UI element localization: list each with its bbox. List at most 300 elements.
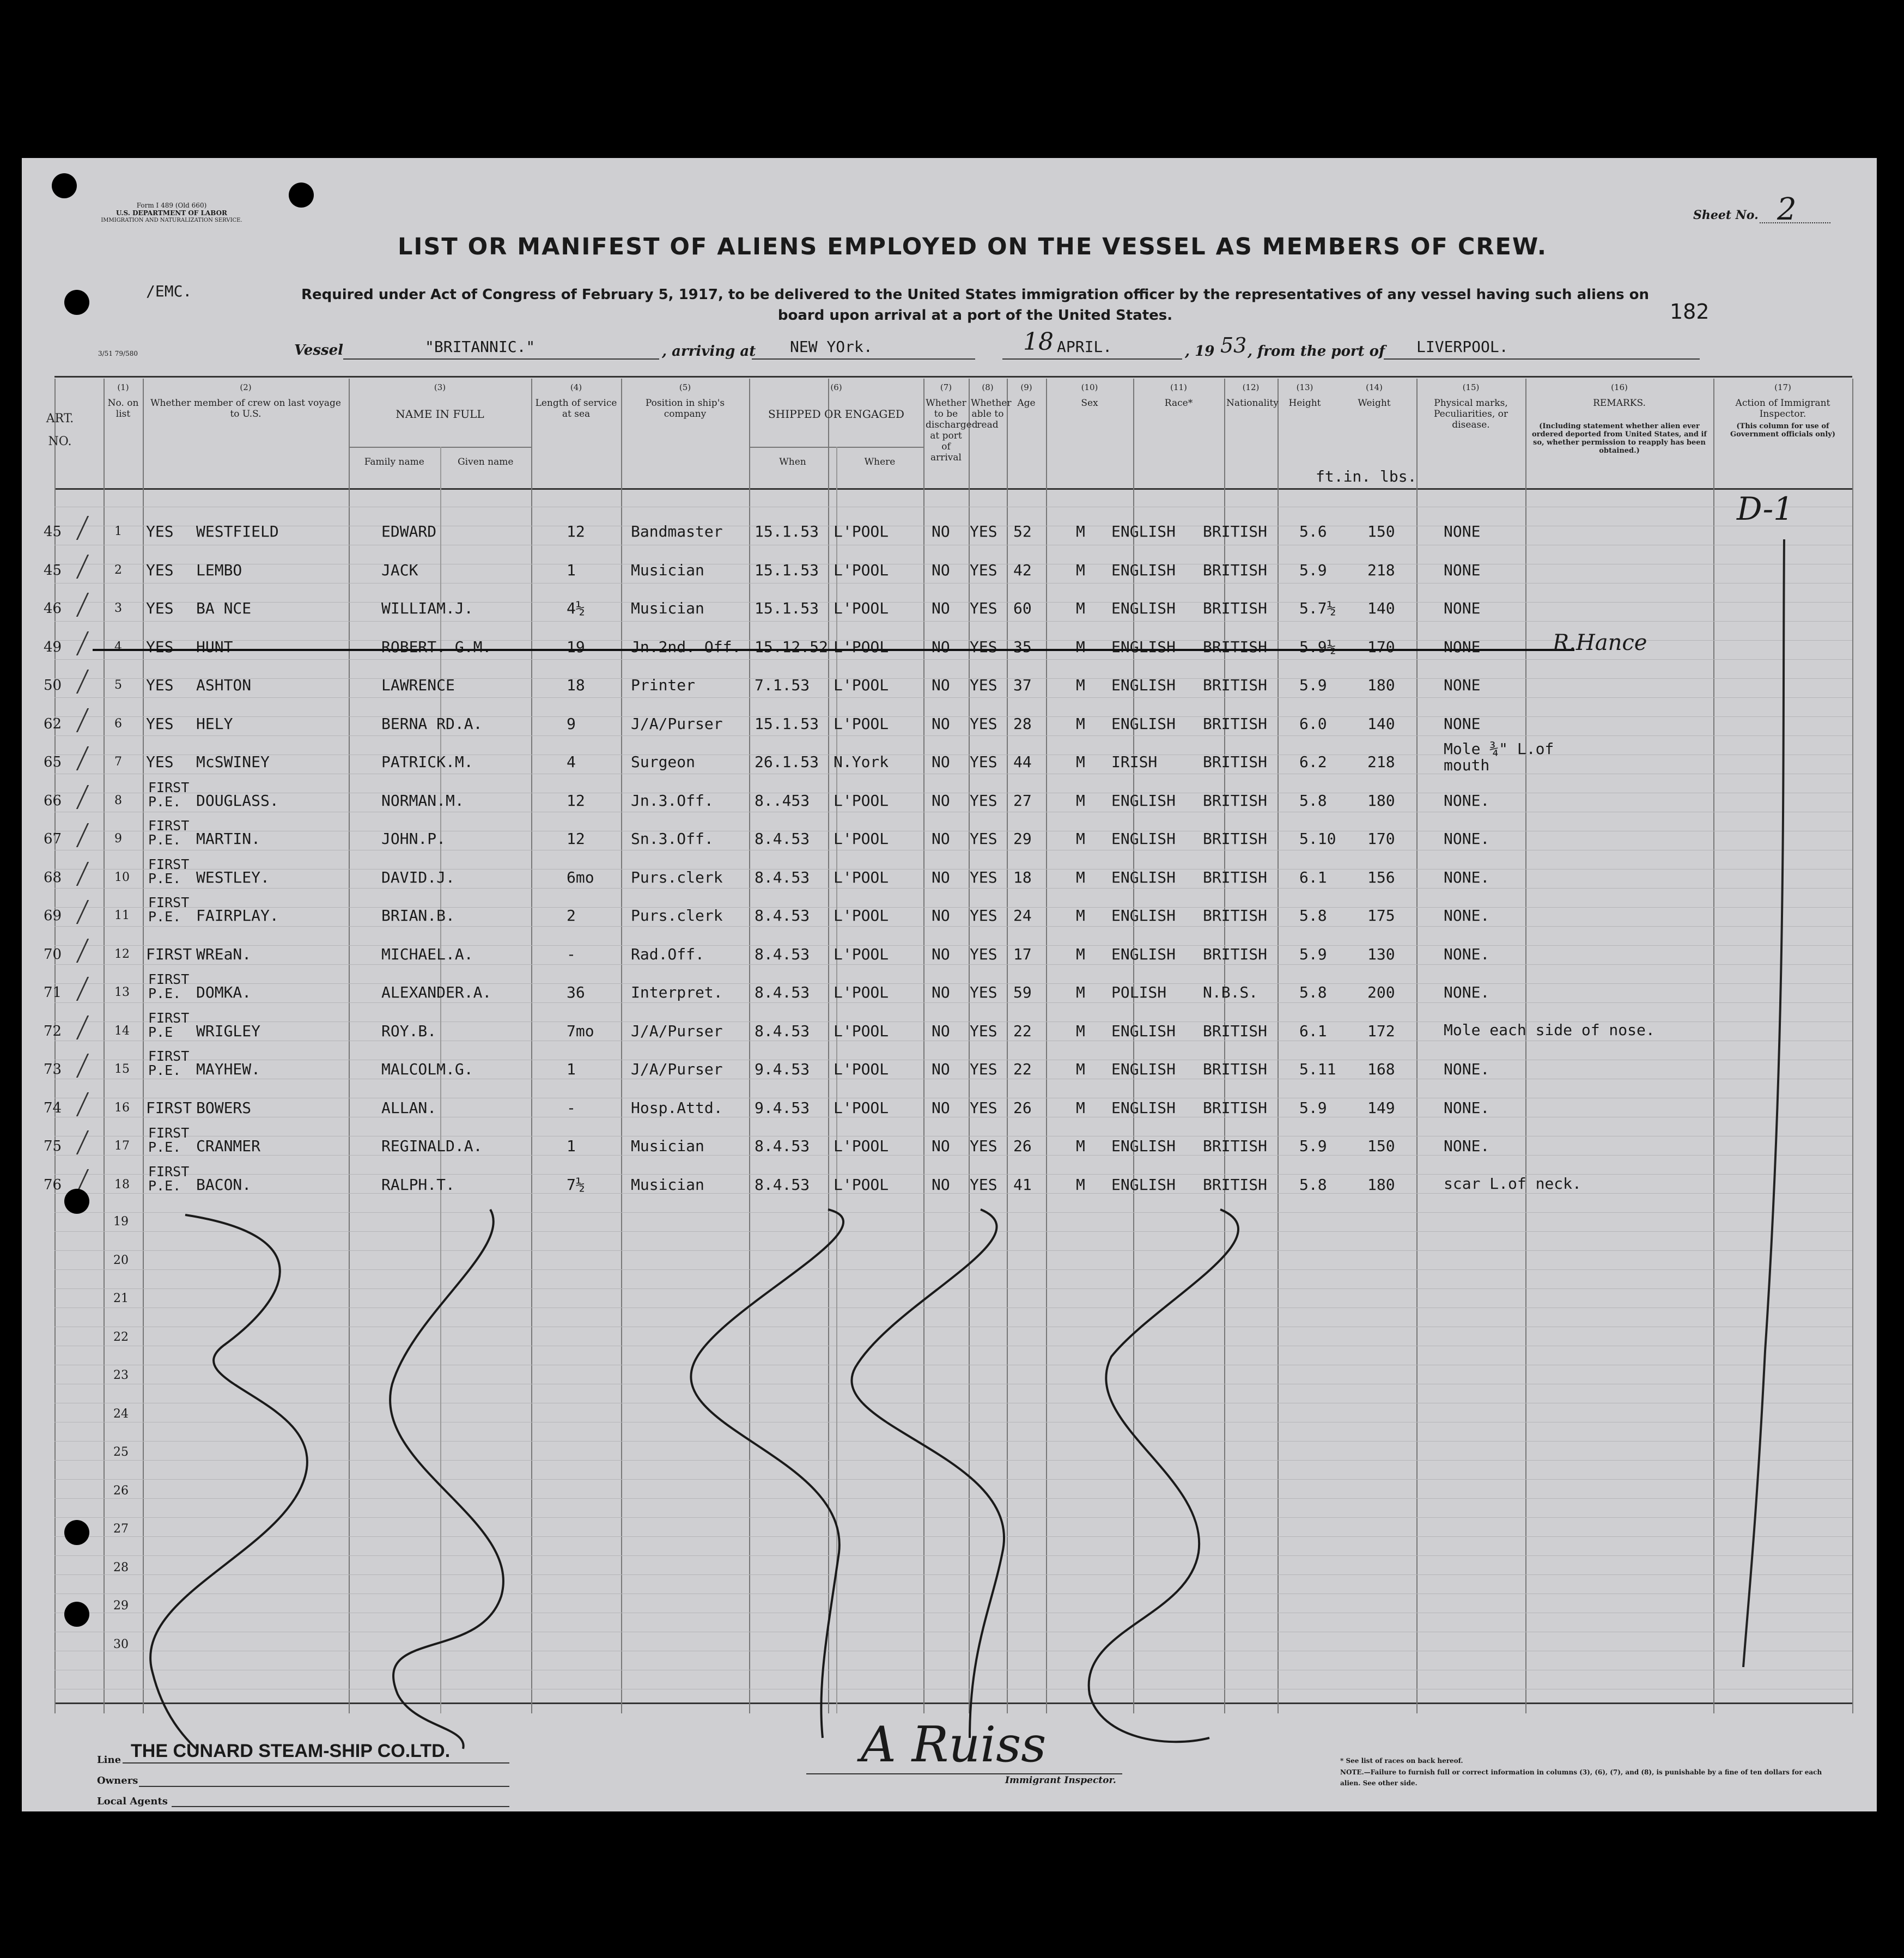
weight: 150 <box>1367 1137 1395 1155</box>
ship-position: J/A/Purser <box>631 1060 723 1078</box>
crew-last-voyage: FIRST P.E <box>148 1010 190 1040</box>
line-underline <box>123 1762 509 1764</box>
given-name: JOHN.P. <box>381 830 446 848</box>
ship-position: Musician <box>631 599 704 617</box>
given-name: MICHAEL.A. <box>381 945 473 963</box>
binder-hole-1 <box>52 173 77 198</box>
discharged: NO <box>932 561 950 579</box>
weight: 200 <box>1367 983 1395 1001</box>
ship-position: J/A/Purser <box>631 1021 723 1040</box>
manifest-sheet <box>22 158 1877 1811</box>
empty-row-number: 26 <box>113 1483 129 1498</box>
family-name: WESTLEY. <box>196 868 270 886</box>
crew-last-voyage: FIRST P.E. <box>148 971 190 1001</box>
service-length: 1 <box>567 1060 576 1078</box>
shipped-where: N.York <box>834 753 889 771</box>
ship-position: Interpret. <box>631 983 723 1001</box>
family-name: WESTFIELD <box>196 522 279 540</box>
empty-row-number: 21 <box>113 1292 129 1305</box>
weight: 140 <box>1367 714 1395 733</box>
column-sublabel: Family name <box>364 457 424 467</box>
height: 5.9 <box>1299 676 1327 694</box>
shipped-when: 8.4.53 <box>755 907 810 925</box>
age: 27 <box>1013 791 1032 810</box>
service-length: 1 <box>567 561 576 579</box>
age: 17 <box>1013 945 1032 963</box>
age: 28 <box>1013 714 1032 733</box>
crew-last-voyage: YES <box>146 599 174 617</box>
from-port: LIVERPOOL. <box>1416 338 1508 356</box>
ship-position: Sn.3.Off. <box>631 830 714 848</box>
nationality: BRITISH <box>1203 868 1268 886</box>
column-number: (15) <box>1462 382 1480 392</box>
weight: 156 <box>1367 868 1395 886</box>
height: 6.1 <box>1299 1021 1327 1040</box>
age: 60 <box>1013 599 1032 617</box>
nationality: BRITISH <box>1203 791 1268 810</box>
sex: M <box>1076 1098 1085 1117</box>
column-label: Action of Immigrant Inspector. <box>1735 398 1830 419</box>
discharged: NO <box>932 676 950 694</box>
sex: M <box>1076 714 1085 733</box>
age: 52 <box>1013 522 1032 540</box>
year-suffix: 53 <box>1220 333 1247 357</box>
discharged: NO <box>932 830 950 848</box>
given-name: RALPH.T. <box>381 1175 455 1194</box>
physical-marks: NONE. <box>1444 868 1490 886</box>
year-prefix: , 19 <box>1185 343 1215 360</box>
physical-marks: NONE. <box>1444 945 1490 963</box>
shipped-when: 8.4.53 <box>755 868 810 886</box>
art-number: 70 <box>44 946 62 963</box>
race: IRISH <box>1111 753 1158 771</box>
height: 6.0 <box>1299 714 1327 733</box>
able-to-read: YES <box>970 1021 997 1040</box>
crew-last-voyage: FIRST <box>146 1098 192 1117</box>
art-number: 45 <box>44 524 62 540</box>
column-label: Nationality <box>1226 398 1279 409</box>
inspector-signature: A Ruiss <box>861 1716 1047 1773</box>
art-no-label: ART. NO. <box>46 412 74 448</box>
shipped-where: L'POOL <box>834 983 889 1001</box>
shipped-where: L'POOL <box>834 522 889 540</box>
crew-last-voyage: FIRST P.E. <box>148 1163 190 1194</box>
art-number: 46 <box>44 600 62 617</box>
sex: M <box>1076 1060 1085 1078</box>
list-number: 4 <box>114 640 122 654</box>
service-length: 12 <box>567 791 585 810</box>
column-number: (14) <box>1366 382 1383 392</box>
ship-position: Printer <box>631 676 696 694</box>
shipped-when: 15.1.53 <box>755 714 819 733</box>
form-id: Form I 489 (Old 660) <box>136 202 207 209</box>
column-label: Position in ship's company <box>645 398 725 419</box>
family-name: BACON. <box>196 1175 252 1194</box>
column-label: Whether able to read <box>971 398 1012 430</box>
given-name: JACK <box>381 561 418 579</box>
family-name: MAYHEW. <box>196 1060 261 1078</box>
able-to-read: YES <box>970 714 997 733</box>
weight: 170 <box>1367 637 1395 656</box>
service-length: 1 <box>567 1137 576 1155</box>
code-small: 3/51 79/580 <box>98 350 138 357</box>
race: ENGLISH <box>1111 637 1176 656</box>
list-number: 10 <box>114 870 130 884</box>
able-to-read: YES <box>970 945 997 963</box>
nationality: BRITISH <box>1203 907 1268 925</box>
service-length: 7mo <box>567 1021 594 1040</box>
service-length: 6mo <box>567 868 594 886</box>
physical-marks: NONE. <box>1444 1137 1490 1155</box>
physical-marks: NONE <box>1444 522 1481 540</box>
able-to-read: YES <box>970 561 997 579</box>
column-label: No. on list <box>107 398 139 419</box>
column-label: NAME IN FULL <box>396 408 484 421</box>
vessel-name: "BRITANNIC." <box>425 338 536 356</box>
race: ENGLISH <box>1111 1021 1176 1040</box>
date-month: APRIL. <box>1057 338 1112 356</box>
family-name: BA NCE <box>196 599 252 617</box>
physical-marks: NONE. <box>1444 1060 1490 1078</box>
list-number: 3 <box>114 601 122 615</box>
nationality: BRITISH <box>1203 599 1268 617</box>
sheet-number: 2 <box>1777 192 1797 227</box>
able-to-read: YES <box>970 1175 997 1194</box>
sex: M <box>1076 561 1085 579</box>
age: 37 <box>1013 676 1032 694</box>
race: ENGLISH <box>1111 599 1176 617</box>
race: ENGLISH <box>1111 522 1176 540</box>
sex: M <box>1076 1175 1085 1194</box>
shipped-where: L'POOL <box>834 1060 889 1078</box>
shipped-where: L'POOL <box>834 945 889 963</box>
vessel-label: Vessel <box>294 342 344 358</box>
list-number: 5 <box>114 678 122 692</box>
service-length: - <box>567 945 576 963</box>
shipped-when: 8.4.53 <box>755 1021 810 1040</box>
service-length: 19 <box>567 637 585 656</box>
column-number: (7) <box>940 382 952 392</box>
art-number: 76 <box>44 1176 62 1193</box>
discharged: NO <box>932 599 950 617</box>
discharged: NO <box>932 1098 950 1117</box>
given-name: BRIAN.B. <box>381 907 455 925</box>
family-name: FAIRPLAY. <box>196 907 279 925</box>
crew-last-voyage: FIRST P.E. <box>148 1048 190 1078</box>
empty-row-number: 25 <box>113 1445 129 1459</box>
physical-marks: NONE. <box>1444 907 1490 925</box>
empty-row-number: 24 <box>113 1407 129 1421</box>
fine-note: NOTE.—Failure to furnish full or correct information in columns (3), (6), (7), and (8), is punishable by a fine of ten dollars for each alien. See other side. <box>1340 1768 1822 1787</box>
service-length: 12 <box>567 830 585 848</box>
column-label: Whether to be discharged at port of arrival <box>926 398 978 463</box>
given-name: DAVID.J. <box>381 868 455 886</box>
able-to-read: YES <box>970 1060 997 1078</box>
shipped-where: L'POOL <box>834 1175 889 1194</box>
age: 18 <box>1013 868 1032 886</box>
age: 42 <box>1013 561 1032 579</box>
height: 5.9 <box>1299 1137 1327 1155</box>
given-name: ROY.B. <box>381 1021 437 1040</box>
given-name: MALCOLM.G. <box>381 1060 473 1078</box>
column-number: (4) <box>570 382 582 392</box>
shipped-when: 15.1.53 <box>755 522 819 540</box>
column-number: (1) <box>117 382 129 392</box>
height: 5.9 <box>1299 945 1327 963</box>
weight: 130 <box>1367 945 1395 963</box>
service-length: 4½ <box>567 599 585 617</box>
weight: 149 <box>1367 1098 1395 1117</box>
shipped-when: 15.1.53 <box>755 561 819 579</box>
given-name: LAWRENCE <box>381 676 455 694</box>
ship-position: Musician <box>631 1137 704 1155</box>
weight: 180 <box>1367 791 1395 810</box>
nationality: BRITISH <box>1203 1137 1268 1155</box>
height: 5.6 <box>1299 522 1327 540</box>
shipped-when: 8.4.53 <box>755 830 810 848</box>
able-to-read: YES <box>970 522 997 540</box>
column-number: (2) <box>240 382 252 392</box>
crew-last-voyage: YES <box>146 522 174 540</box>
sheet-label: Sheet No. <box>1693 208 1759 222</box>
column-number: (16) <box>1611 382 1628 392</box>
height: 5.9 <box>1299 1098 1327 1117</box>
ship-position: Musician <box>631 561 704 579</box>
given-name: REGINALD.A. <box>381 1137 483 1155</box>
height: 5.9½ <box>1299 637 1336 656</box>
art-number: 74 <box>44 1099 62 1116</box>
sex: M <box>1076 868 1085 886</box>
shipped-when: 8.4.53 <box>755 983 810 1001</box>
column-label: Physical marks, Peculiarities, or disease. <box>1434 398 1508 430</box>
discharged: NO <box>932 907 950 925</box>
column-number: (13) <box>1296 382 1313 392</box>
nationality: BRITISH <box>1203 753 1268 771</box>
sex: M <box>1076 522 1085 540</box>
physical-marks: NONE <box>1444 637 1481 656</box>
empty-row-number: 27 <box>113 1522 129 1536</box>
shipped-when: 8.4.53 <box>755 1175 810 1194</box>
page-subtitle: Required under Act of Congress of February 5, 1917, to be delivered to the United States immigration officer by the representatives of any vessel having such aliens on board upon arrival at a port of the United States. <box>301 287 1650 324</box>
art-number: 73 <box>44 1061 62 1078</box>
service-length: - <box>567 1098 576 1117</box>
given-name: ROBERT. G.M. <box>381 637 492 656</box>
art-number: 72 <box>44 1023 62 1039</box>
shipped-where: L'POOL <box>834 561 889 579</box>
given-name: EDWARD <box>381 522 437 540</box>
column-label: Sex <box>1081 398 1098 409</box>
column-label: Race* <box>1164 398 1193 409</box>
column-sublabel: Where <box>864 457 896 467</box>
list-number: 2 <box>114 563 122 577</box>
column-number: (5) <box>679 382 691 392</box>
age: 26 <box>1013 1098 1032 1117</box>
crew-last-voyage: FIRST <box>146 945 192 963</box>
age: 41 <box>1013 1175 1032 1194</box>
physical-marks: NONE. <box>1444 791 1490 810</box>
column-number: (9) <box>1020 382 1032 392</box>
shipped-when: 9.4.53 <box>755 1098 810 1117</box>
family-name: HUNT <box>196 637 233 656</box>
cancel-squiggles <box>22 158 1877 1811</box>
ship-position: J/A/Purser <box>631 714 723 733</box>
age: 26 <box>1013 1137 1032 1155</box>
service-length: 36 <box>567 983 585 1001</box>
agents-underline <box>172 1806 509 1807</box>
sex: M <box>1076 983 1085 1001</box>
column-label: Weight <box>1358 398 1391 409</box>
height: 6.1 <box>1299 868 1327 886</box>
owners-underline <box>139 1786 509 1787</box>
shipped-when: 15.12.52 <box>755 637 828 656</box>
art-number: 71 <box>44 984 62 1001</box>
height: 6.2 <box>1299 753 1327 771</box>
column-sublabel: Given name <box>458 457 514 467</box>
family-name: WREaN. <box>196 945 252 963</box>
column-label: Height <box>1288 398 1321 409</box>
weight: 180 <box>1367 676 1395 694</box>
able-to-read: YES <box>970 983 997 1001</box>
family-name: McSWINEY <box>196 753 270 771</box>
age: 59 <box>1013 983 1032 1001</box>
column-number: (17) <box>1774 382 1791 392</box>
shipped-where: L'POOL <box>834 791 889 810</box>
race: POLISH <box>1111 983 1167 1001</box>
weight: 168 <box>1367 1060 1395 1078</box>
able-to-read: YES <box>970 676 997 694</box>
weight: 175 <box>1367 907 1395 925</box>
crew-last-voyage: YES <box>146 637 174 656</box>
binder-hole-6 <box>64 1602 89 1627</box>
crew-last-voyage: FIRST P.E. <box>148 856 190 886</box>
crew-last-voyage: YES <box>146 561 174 579</box>
service-length: 18 <box>567 676 585 694</box>
column-label: Length of service at sea <box>535 398 617 419</box>
discharged: NO <box>932 1021 950 1040</box>
physical-marks: scar L.of neck. <box>1444 1174 1581 1193</box>
discharged: NO <box>932 868 950 886</box>
able-to-read: YES <box>970 1137 997 1155</box>
list-number: 8 <box>114 793 122 807</box>
service-length: 12 <box>567 522 585 540</box>
empty-row-number: 30 <box>113 1637 129 1651</box>
column-label: SHIPPED OR ENGAGED <box>768 408 904 421</box>
height: 5.11 <box>1299 1060 1336 1078</box>
weight: 170 <box>1367 830 1395 848</box>
shipped-when: 26.1.53 <box>755 753 819 771</box>
crew-last-voyage: YES <box>146 676 174 694</box>
age: 22 <box>1013 1060 1032 1078</box>
empty-row-number: 29 <box>113 1599 129 1613</box>
nationality: BRITISH <box>1203 637 1268 656</box>
race: ENGLISH <box>1111 907 1176 925</box>
race: ENGLISH <box>1111 830 1176 848</box>
shipped-where: L'POOL <box>834 830 889 848</box>
nationality: BRITISH <box>1203 1175 1268 1194</box>
age: 29 <box>1013 830 1032 848</box>
weight: 218 <box>1367 561 1395 579</box>
from-label: , from the port of <box>1248 343 1385 360</box>
ship-position: Jn.3.Off. <box>631 791 714 810</box>
able-to-read: YES <box>970 599 997 617</box>
remark-initials: R.Hance <box>1553 630 1647 655</box>
line-company: THE CUNARD STEAM-SHIP CO.LTD. <box>131 1741 451 1761</box>
empty-row-number: 28 <box>113 1560 129 1574</box>
sex: M <box>1076 599 1085 617</box>
shipped-where: L'POOL <box>834 676 889 694</box>
art-number: 62 <box>44 715 62 732</box>
shipped-when: 7.1.53 <box>755 676 810 694</box>
service: IMMIGRATION AND NATURALIZATION SERVICE. <box>101 217 242 223</box>
race: ENGLISH <box>1111 1098 1176 1117</box>
column-number: (10) <box>1081 382 1098 392</box>
family-name: DOUGLASS. <box>196 791 279 810</box>
weight: 150 <box>1367 522 1395 540</box>
sex: M <box>1076 676 1085 694</box>
inspector-label: Immigrant Inspector. <box>1005 1775 1116 1786</box>
age: 35 <box>1013 637 1032 656</box>
ship-position: Purs.clerk <box>631 907 723 925</box>
sex: M <box>1076 907 1085 925</box>
discharged: NO <box>932 714 950 733</box>
ship-position: Musician <box>631 1175 704 1194</box>
weight: 140 <box>1367 599 1395 617</box>
family-name: CRANMER <box>196 1137 261 1155</box>
art-number: 68 <box>44 869 62 886</box>
empty-row-number: 20 <box>113 1253 129 1267</box>
art-number: 69 <box>44 908 62 924</box>
department: U.S. DEPARTMENT OF LABOR <box>115 209 228 217</box>
binder-hole-4 <box>64 1189 89 1214</box>
family-name: DOMKA. <box>196 983 252 1001</box>
able-to-read: YES <box>970 753 997 771</box>
art-number: 67 <box>44 831 62 847</box>
nationality: BRITISH <box>1203 1021 1268 1040</box>
sex: M <box>1076 1021 1085 1040</box>
height: 5.8 <box>1299 983 1327 1001</box>
discharged: NO <box>932 637 950 656</box>
family-name: ASHTON <box>196 676 252 694</box>
code-left: /EMC. <box>146 282 192 300</box>
service-length: 9 <box>567 714 576 733</box>
column-label: REMARKS. <box>1593 398 1646 409</box>
shipped-when: 8.4.53 <box>755 945 810 963</box>
physical-marks: Mole ¾" L.of mouth <box>1444 740 1554 774</box>
art-number: 65 <box>44 754 62 770</box>
family-name: HELY <box>196 714 233 733</box>
agents-label: Local Agents <box>97 1796 168 1807</box>
shipped-where: L'POOL <box>834 1098 889 1117</box>
race: ENGLISH <box>1111 561 1176 579</box>
shipped-where: L'POOL <box>834 1137 889 1155</box>
date-day: 18 <box>1023 328 1054 356</box>
crew-last-voyage: YES <box>146 753 174 771</box>
discharged: NO <box>932 1175 950 1194</box>
ship-position: Rad.Off. <box>631 945 704 963</box>
art-number: 75 <box>44 1138 62 1154</box>
page-title: LIST OR MANIFEST OF ALIENS EMPLOYED ON THE VESSEL AS MEMBERS OF CREW. <box>398 233 1548 260</box>
able-to-read: YES <box>970 907 997 925</box>
shipped-where: L'POOL <box>834 599 889 617</box>
sex: M <box>1076 753 1085 771</box>
able-to-read: YES <box>970 637 997 656</box>
ship-position: Purs.clerk <box>631 868 723 886</box>
physical-marks: NONE <box>1444 561 1481 579</box>
given-name: ALEXANDER.A. <box>381 983 492 1001</box>
signature-underline <box>806 1773 1122 1774</box>
sex: M <box>1076 637 1085 656</box>
list-number: 6 <box>114 716 122 731</box>
